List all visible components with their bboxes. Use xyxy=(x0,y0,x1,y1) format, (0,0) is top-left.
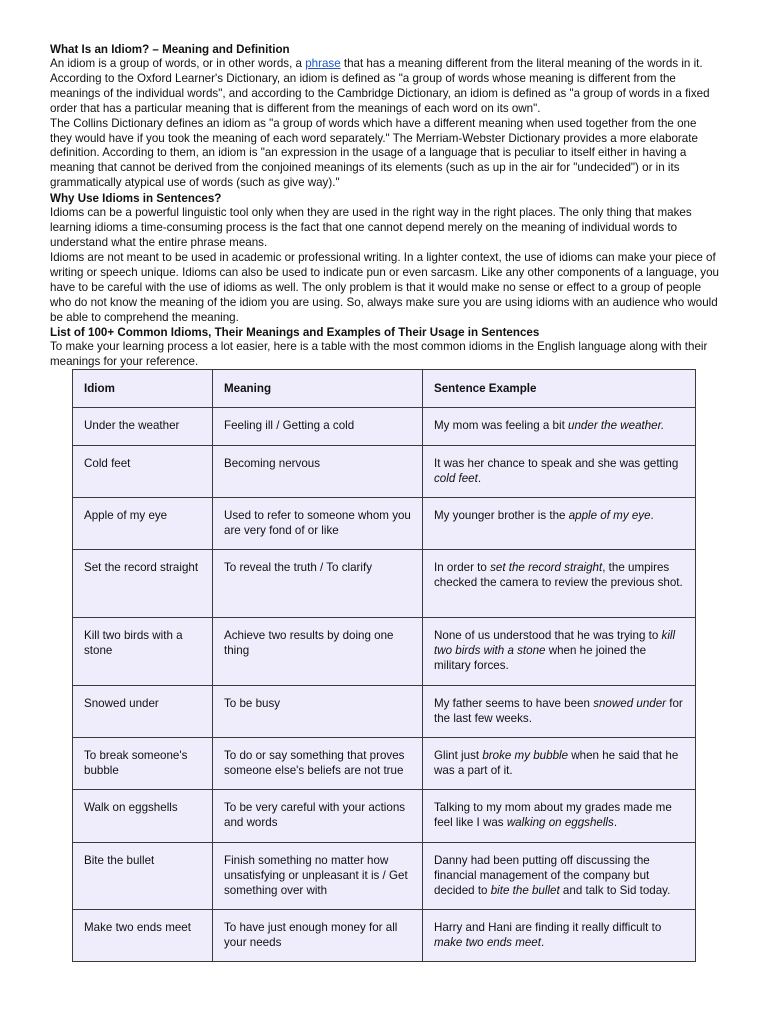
idiom-cell: To break someone's bubble xyxy=(73,738,213,790)
section-heading-why-use: Why Use Idioms in Sentences? xyxy=(50,192,222,206)
meaning-cell: To do or say something that proves someone else's beliefs are not true xyxy=(213,738,423,790)
meaning-cell: Becoming nervous xyxy=(213,446,423,498)
example-idiom: snowed under xyxy=(593,697,667,710)
example-text: for the last few weeks. xyxy=(434,697,683,725)
example-cell xyxy=(423,498,696,550)
idiom-cell: Make two ends meet xyxy=(73,910,213,962)
header-meaning: Meaning xyxy=(213,370,423,408)
meaning-cell: To be busy xyxy=(213,686,423,738)
example-cell xyxy=(423,790,696,843)
example-text: Harry and Hani are finding it really difficult to xyxy=(434,921,662,934)
table-row xyxy=(73,618,696,686)
example-idiom: apple of my eye xyxy=(568,509,651,522)
example-text: . xyxy=(613,816,618,829)
example-idiom: walking on eggshells xyxy=(506,816,614,829)
section-heading-list: List of 100+ Common Idioms, Their Meanings and Examples of Their Usage in Sentences xyxy=(50,326,540,340)
example-text: when he joined the military forces. xyxy=(434,644,647,672)
paragraph-text: An idiom is a group of words, or in other words, a xyxy=(50,57,306,70)
meaning-cell: To reveal the truth / To clarify xyxy=(213,550,423,618)
table-row xyxy=(73,910,696,962)
idiom-cell: Under the weather xyxy=(73,408,213,446)
idiom-cell: Apple of my eye xyxy=(73,498,213,550)
example-text: . xyxy=(477,472,482,485)
example-text: It was her chance to speak and she was getting xyxy=(434,457,679,470)
example-idiom: under the weather. xyxy=(568,419,665,432)
example-text: My younger brother is the xyxy=(434,509,569,522)
example-cell xyxy=(423,686,696,738)
example-text: , the umpires checked the camera to review the previous shot. xyxy=(434,561,683,589)
phrase-link[interactable]: phrase xyxy=(305,57,341,70)
paragraph-definition xyxy=(50,57,720,117)
example-text: Danny had been putting off discussing the financial management of the company but decided to xyxy=(434,854,650,897)
idiom-cell: Bite the bullet xyxy=(73,843,213,910)
example-cell xyxy=(423,550,696,618)
example-text: Glint just xyxy=(434,749,483,762)
paragraph-why-1: Idioms can be a powerful linguistic tool only when they are used in the right way in the right places. The only thing that makes learning idioms a time-consuming process is the fact that one cannot depend merely on the meaning of individual words to understand what the entire phrase means. xyxy=(50,206,692,249)
table-row xyxy=(73,843,696,910)
example-text: . xyxy=(650,509,654,522)
example-text: when he said that he was a part of it. xyxy=(434,749,679,777)
table-row xyxy=(73,738,696,790)
table-row xyxy=(73,550,696,618)
table-row xyxy=(73,686,696,738)
example-idiom: make two ends meet xyxy=(434,936,541,949)
example-text: My mom was feeling a bit xyxy=(434,419,569,432)
example-text: and talk to Sid today. xyxy=(559,884,671,897)
paragraph-why-2: Idioms are not meant to be used in academic or professional writing. In a lighter context, the use of idioms can make your piece of writing or speech unique. Idioms can also be used to indicate pun or even sarcasm. Like any other components of a language, you have to be careful with the use of idioms as well. The only problem is that it would make no sense or effect to a group of people who do not know the meaning of the idiom you are using. So, always make sure you are using idioms with an audience who would be able to comprehend the meaning. xyxy=(50,250,719,324)
example-idiom: broke my bubble xyxy=(482,749,569,762)
example-text: None of us understood that he was trying to xyxy=(434,629,662,642)
example-cell xyxy=(423,843,696,910)
example-cell xyxy=(423,408,696,446)
meaning-cell: Finish something no matter how unsatisfying or unpleasant it is / Get something over with xyxy=(213,843,423,910)
idiom-cell: Set the record straight xyxy=(73,550,213,618)
meaning-cell: Achieve two results by doing one thing xyxy=(213,618,423,686)
section-heading-what-is-idiom: What Is an Idiom? – Meaning and Definition xyxy=(50,43,290,56)
example-cell xyxy=(423,446,696,498)
idiom-cell: Kill two birds with a stone xyxy=(73,618,213,686)
header-idiom: Idiom xyxy=(73,370,213,408)
table-row xyxy=(73,446,696,498)
example-text: . xyxy=(540,936,545,949)
table-row xyxy=(73,498,696,550)
paragraph-collins: The Collins Dictionary defines an idiom as "a group of words which have a different meaning when used together from the one they would have if you took the meaning of each word separately." The Merriam-Webster Dictionary provides a more elaborate definition. According to them, an idiom is "an expression in the usage of a language that is peculiar to itself either in having a meaning that cannot be derived from the conjoined meanings of its elements (such as up in the air for "undecided") or in its grammatically atypical use of words (such as give way)." xyxy=(50,116,698,190)
example-cell xyxy=(423,618,696,686)
example-text: In order to xyxy=(434,561,491,574)
idioms-table xyxy=(72,369,696,962)
example-text: My father seems to have been xyxy=(434,697,594,710)
paragraph-text: that has a meaning different from the literal meaning of the words in it. According to the Oxford Learner's Dictionary, an idiom is defined as "a group of words whose meaning is different from the meanings of the individual words", and according to the Cambridge Dictionary, an idiom is defined as "a group of words in a fixed order that has a particular meaning that is different from the meanings of each word on its own". xyxy=(50,57,710,115)
idiom-cell: Walk on eggshells xyxy=(73,790,213,843)
meaning-cell: To have just enough money for all your needs xyxy=(213,910,423,962)
example-cell xyxy=(423,738,696,790)
header-sentence-example: Sentence Example xyxy=(423,370,696,408)
paragraph-list-intro: To make your learning process a lot easier, here is a table with the most common idioms in the English language along with their meanings for your reference. xyxy=(50,340,708,369)
article-text xyxy=(50,42,720,370)
meaning-cell: To be very careful with your actions and words xyxy=(213,790,423,843)
meaning-cell: Feeling ill / Getting a cold xyxy=(213,408,423,446)
example-idiom: set the record straight xyxy=(490,561,603,574)
example-idiom: kill two birds with a stone xyxy=(434,629,676,657)
example-idiom: bite the bullet xyxy=(490,884,560,897)
idiom-cell: Cold feet xyxy=(73,446,213,498)
meaning-cell: Used to refer to someone whom you are very fond of or like xyxy=(213,498,423,550)
example-idiom: cold feet xyxy=(434,472,478,485)
table-row xyxy=(73,408,696,446)
example-text: Talking to my mom about my grades made me feel like I was xyxy=(434,801,672,829)
table-row xyxy=(73,790,696,843)
idiom-cell: Snowed under xyxy=(73,686,213,738)
table-header-row xyxy=(73,370,696,408)
example-cell xyxy=(423,910,696,962)
